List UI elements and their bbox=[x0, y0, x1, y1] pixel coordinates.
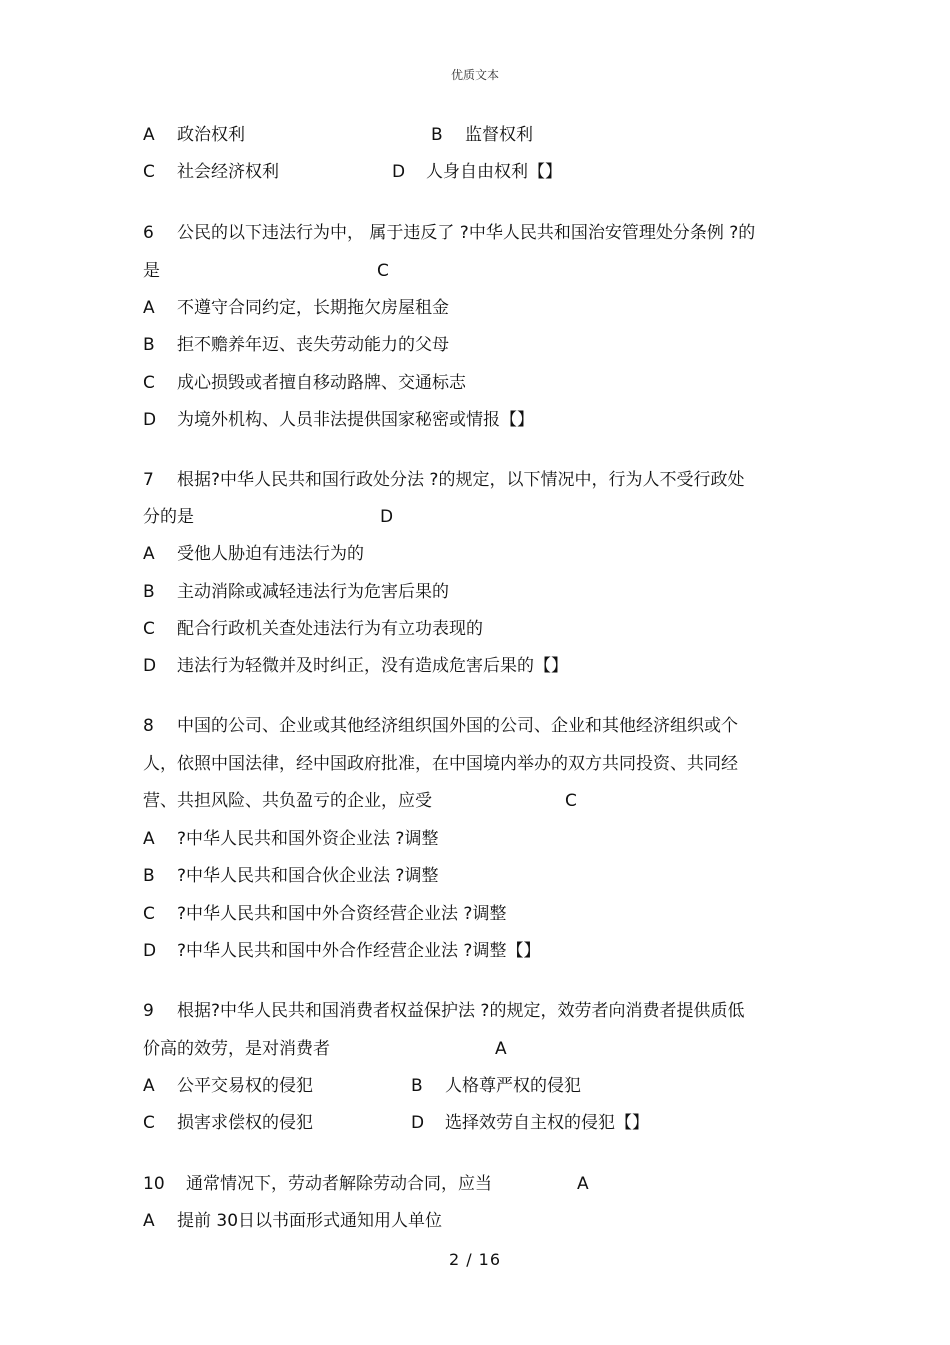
answer-key: A bbox=[495, 1039, 507, 1059]
question-text: 价高的效劳，是对消费者 bbox=[143, 1039, 330, 1059]
option-text: 不遵守合同约定，长期拖欠房屋租金 bbox=[177, 298, 449, 318]
q8-stem-line-2 bbox=[143, 754, 738, 774]
option-text: 提前 30日以书面形式通知用人单位 bbox=[177, 1211, 443, 1231]
q7-option-d bbox=[143, 656, 568, 676]
question-number: 8 bbox=[143, 716, 154, 736]
q7-option-c bbox=[143, 619, 483, 639]
option-label: B bbox=[143, 866, 155, 886]
answer-key: C bbox=[565, 791, 577, 811]
q8-stem-line-1 bbox=[143, 716, 738, 736]
option-label: A bbox=[143, 1211, 155, 1231]
option-text: 违法行为轻微并及时纠正，没有造成危害后果的【】 bbox=[177, 656, 568, 676]
option-text: 受他人胁迫有违法行为的 bbox=[177, 544, 364, 564]
q9-options-ab bbox=[143, 1076, 581, 1096]
answer-key: A bbox=[577, 1174, 589, 1194]
q8-option-c bbox=[143, 904, 506, 924]
option-b bbox=[411, 1076, 581, 1096]
q7-stem-line-1 bbox=[143, 470, 744, 490]
question-text: 营、共担风险、共负盈亏的企业，应受 bbox=[143, 791, 432, 811]
q10-option-a bbox=[143, 1211, 442, 1231]
option-label: D bbox=[411, 1113, 425, 1133]
q6-option-b bbox=[143, 335, 449, 355]
option-text: 社会经济权利 bbox=[177, 162, 279, 182]
page-number: 2 / 16 bbox=[448, 1250, 502, 1269]
question-text: 中国的公司、企业或其他经济组织国外国的公司、企业和其他经济组织或个 bbox=[177, 716, 738, 736]
page-header: 优质文本 bbox=[450, 68, 499, 82]
option-label: A bbox=[143, 298, 155, 318]
question-text: 是 bbox=[143, 261, 160, 281]
q8-option-d bbox=[143, 941, 540, 961]
q8-stem-line-3 bbox=[143, 791, 577, 811]
option-label: A bbox=[143, 829, 155, 849]
q6-stem-line-1 bbox=[143, 223, 755, 243]
answer-key: D bbox=[380, 507, 394, 527]
option-label: B bbox=[411, 1076, 423, 1096]
option-label: C bbox=[143, 619, 155, 639]
option-label: D bbox=[143, 656, 157, 676]
q7-stem-line-2 bbox=[143, 507, 394, 527]
option-label: A bbox=[143, 125, 155, 145]
option-label: D bbox=[392, 162, 406, 182]
question-text: 人，依照中国法律，经中国政府批准，在中国境内举办的双方共同投资、共同经 bbox=[143, 754, 738, 774]
question-number: 7 bbox=[143, 470, 154, 490]
option-label: C bbox=[143, 1113, 155, 1133]
option-text: 选择效劳自主权的侵犯【】 bbox=[445, 1113, 649, 1133]
question-text: 公民的以下违法行为中， 属于违反了 ?中华人民共和国治安管理处分条例 ?的 bbox=[177, 223, 756, 243]
q5-options-ab bbox=[143, 125, 533, 145]
option-text: ?中华人民共和国合伙企业法 ?调整 bbox=[177, 866, 439, 886]
question-text: 通常情况下，劳动者解除劳动合同，应当 bbox=[186, 1174, 492, 1194]
option-text: 为境外机构、人员非法提供国家秘密或情报【】 bbox=[177, 410, 534, 430]
option-text: 拒不赡养年迈、丧失劳动能力的父母 bbox=[177, 335, 449, 355]
option-label: B bbox=[143, 582, 155, 602]
option-label: C bbox=[143, 373, 155, 393]
option-b bbox=[431, 125, 533, 145]
q8-option-b bbox=[143, 866, 438, 886]
option-label: C bbox=[143, 904, 155, 924]
option-text: ?中华人民共和国中外合资经营企业法 ?调整 bbox=[177, 904, 507, 924]
q9-options-cd bbox=[143, 1113, 649, 1133]
q8-option-a bbox=[143, 829, 438, 849]
q6-option-a bbox=[143, 298, 449, 318]
option-label: A bbox=[143, 1076, 155, 1096]
option-text: 损害求偿权的侵犯 bbox=[177, 1113, 313, 1133]
question-number: 10 bbox=[143, 1174, 165, 1194]
q6-stem-line-2 bbox=[143, 261, 389, 281]
option-text: 主动消除或减轻违法行为危害后果的 bbox=[177, 582, 449, 602]
question-number: 9 bbox=[143, 1001, 154, 1021]
option-text: ?中华人民共和国中外合作经营企业法 ?调整【】 bbox=[177, 941, 541, 961]
option-d bbox=[411, 1113, 649, 1133]
question-number: 6 bbox=[143, 223, 154, 243]
answer-key: C bbox=[377, 261, 389, 281]
option-label: B bbox=[143, 335, 155, 355]
option-text: 人身自由权利【】 bbox=[426, 162, 562, 182]
q9-stem-line-2 bbox=[143, 1039, 507, 1059]
option-label: C bbox=[143, 162, 155, 182]
q10-stem-line-1 bbox=[143, 1174, 589, 1194]
option-text: ?中华人民共和国外资企业法 ?调整 bbox=[177, 829, 439, 849]
option-text: 监督权利 bbox=[465, 125, 533, 145]
question-text: 根据?中华人民共和国行政处分法 ?的规定，以下情况中，行为人不受行政处 bbox=[177, 470, 745, 490]
option-label: A bbox=[143, 544, 155, 564]
option-label: D bbox=[143, 941, 157, 961]
q5-options-cd bbox=[143, 162, 562, 182]
question-text: 根据?中华人民共和国消费者权益保护法 ?的规定，效劳者向消费者提供质低 bbox=[177, 1001, 745, 1021]
option-text: 公平交易权的侵犯 bbox=[177, 1076, 313, 1096]
q7-option-a bbox=[143, 544, 364, 564]
q7-option-b bbox=[143, 582, 449, 602]
option-label: B bbox=[431, 125, 443, 145]
option-text: 人格尊严权的侵犯 bbox=[445, 1076, 581, 1096]
option-d bbox=[392, 162, 562, 182]
q6-option-d bbox=[143, 410, 534, 430]
option-text: 成心损毁或者擅自移动路牌、交通标志 bbox=[177, 373, 466, 393]
q9-stem-line-1 bbox=[143, 1001, 744, 1021]
question-text: 分的是 bbox=[143, 507, 194, 527]
option-text: 政治权利 bbox=[177, 125, 245, 145]
option-text: 配合行政机关查处违法行为有立功表现的 bbox=[177, 619, 483, 639]
option-label: D bbox=[143, 410, 157, 430]
q6-option-c bbox=[143, 373, 466, 393]
